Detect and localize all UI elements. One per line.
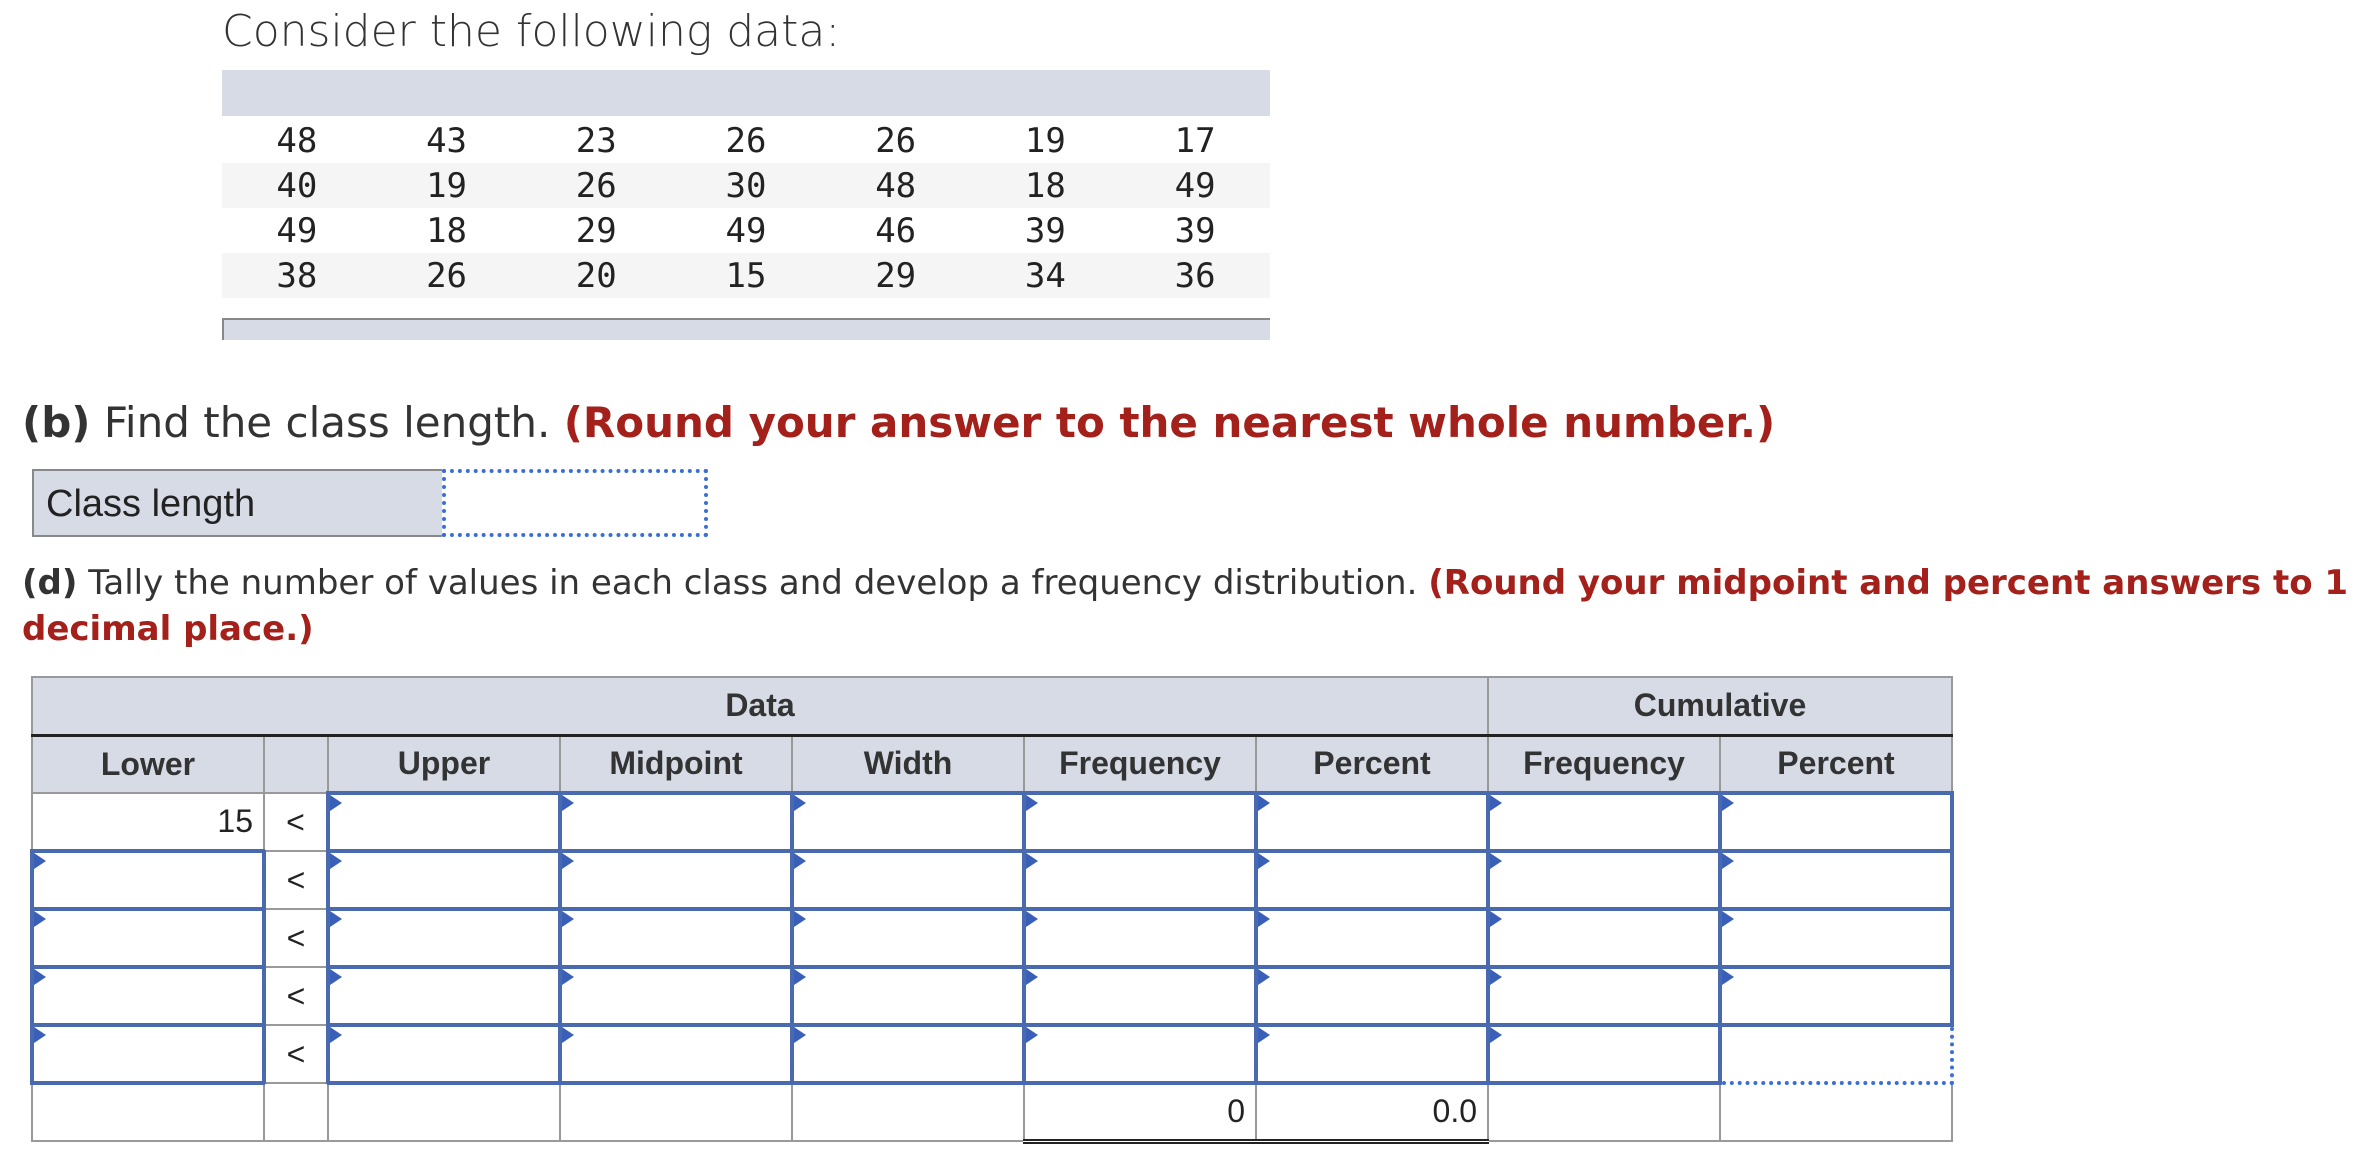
data-row <box>222 163 1270 208</box>
class-row <box>32 851 1952 909</box>
data-row <box>222 118 1270 163</box>
total-width-cell <box>792 1083 1024 1141</box>
total-frequency: 0 <box>1024 1083 1256 1141</box>
data-value: 26 <box>725 120 767 161</box>
question-d-instruction: (Round your midpoint and percent answers to 1 decimal place.) <box>22 563 2349 649</box>
total-upper-cell <box>328 1083 560 1141</box>
data-value: 38 <box>222 253 372 298</box>
data-value: 40 <box>222 163 372 208</box>
frequency-input[interactable] <box>1024 1025 1256 1083</box>
total-symbol-cell <box>264 1083 328 1141</box>
upper-input[interactable] <box>328 851 560 909</box>
upper-input[interactable] <box>328 909 560 967</box>
col-header-lower: Lower <box>32 735 264 793</box>
width-input[interactable] <box>792 793 1024 851</box>
cumulative-frequency-input[interactable] <box>1488 1025 1720 1083</box>
percent-input[interactable] <box>1256 851 1488 909</box>
data-value: 29 <box>821 253 971 298</box>
cumulative-frequency-input[interactable] <box>1488 909 1720 967</box>
frequency-input[interactable] <box>1024 793 1256 851</box>
data-value: 18 <box>971 163 1121 208</box>
class-row <box>32 793 1952 851</box>
data-value: 39 <box>1174 210 1216 251</box>
question-b <box>22 398 1775 447</box>
frequency-input[interactable] <box>1024 851 1256 909</box>
data-row <box>222 253 1270 298</box>
data-value: 46 <box>875 210 917 251</box>
data-table-header <box>222 70 1270 116</box>
less-than-symbol: < <box>264 909 328 967</box>
data-value: 19 <box>372 163 522 208</box>
data-value: 43 <box>426 120 468 161</box>
data-table-footer <box>222 318 1270 340</box>
group-header-data: Data <box>32 677 1488 735</box>
data-value: 26 <box>875 120 917 161</box>
cumulative-percent-input[interactable] <box>1720 851 1952 909</box>
class-length-label: Class length <box>46 483 256 525</box>
data-table <box>222 70 1270 340</box>
frequency-table <box>30 676 1954 1144</box>
cumulative-percent-input[interactable] <box>1720 1025 1952 1083</box>
upper-input[interactable] <box>328 967 560 1025</box>
data-value: 39 <box>1024 210 1066 251</box>
col-header-cumulative-frequency: Frequency <box>1488 735 1720 793</box>
col-header-percent: Percent <box>1256 735 1488 793</box>
class-row <box>32 1025 1952 1083</box>
data-value: 48 <box>821 163 971 208</box>
midpoint-input[interactable] <box>560 851 792 909</box>
midpoint-input[interactable] <box>560 967 792 1025</box>
frequency-input[interactable] <box>1024 967 1256 1025</box>
total-cumulative-percent-cell <box>1720 1083 1952 1141</box>
data-value: 19 <box>1024 120 1066 161</box>
width-input[interactable] <box>792 909 1024 967</box>
cumulative-frequency-input[interactable] <box>1488 851 1720 909</box>
cumulative-percent-input[interactable] <box>1720 967 1952 1025</box>
data-value: 15 <box>671 253 821 298</box>
question-d <box>22 560 2352 652</box>
data-value: 36 <box>1120 253 1270 298</box>
midpoint-input[interactable] <box>560 1025 792 1083</box>
upper-input[interactable] <box>328 793 560 851</box>
lower-input[interactable] <box>32 967 264 1025</box>
cumulative-frequency-input[interactable] <box>1488 967 1720 1025</box>
midpoint-input[interactable] <box>560 793 792 851</box>
class-row <box>32 967 1952 1025</box>
lower-input[interactable] <box>32 1025 264 1083</box>
cumulative-percent-input[interactable] <box>1720 793 1952 851</box>
col-header-upper: Upper <box>328 735 560 793</box>
data-value: 48 <box>276 120 318 161</box>
width-input[interactable] <box>792 851 1024 909</box>
group-header-cumulative: Cumulative <box>1488 677 1952 735</box>
upper-input[interactable] <box>328 1025 560 1083</box>
data-value: 49 <box>1120 163 1270 208</box>
data-value: 30 <box>671 163 821 208</box>
less-than-symbol: < <box>264 1025 328 1083</box>
less-than-symbol: < <box>264 793 328 851</box>
question-b-text: Find the class length. <box>90 398 564 447</box>
data-value: 26 <box>521 163 671 208</box>
page-title: Consider the following data: <box>222 6 841 57</box>
lower-input[interactable] <box>32 851 264 909</box>
data-value: 34 <box>971 253 1121 298</box>
cumulative-percent-input[interactable] <box>1720 909 1952 967</box>
question-d-label: (d) <box>22 563 78 603</box>
percent-input[interactable] <box>1256 793 1488 851</box>
total-lower-cell <box>32 1083 264 1141</box>
question-d-text: Tally the number of values in each class and develop a frequency distribution. <box>77 563 1429 603</box>
percent-input[interactable] <box>1256 1025 1488 1083</box>
col-header-cumulative-percent: Percent <box>1720 735 1952 793</box>
data-value: 23 <box>575 120 617 161</box>
total-cumulative-frequency-cell <box>1488 1083 1720 1141</box>
midpoint-input[interactable] <box>560 909 792 967</box>
col-header-symbol <box>264 735 328 793</box>
totals-row <box>32 1083 1952 1141</box>
data-value: 26 <box>372 253 522 298</box>
data-value: 17 <box>1174 120 1216 161</box>
total-midpoint-cell <box>560 1083 792 1141</box>
data-value: 49 <box>276 210 318 251</box>
question-b-instruction: (Round your answer to the nearest whole number.) <box>563 398 1776 447</box>
question-b-label: (b) <box>22 398 91 447</box>
less-than-symbol: < <box>264 851 328 909</box>
total-percent: 0.0 <box>1256 1083 1488 1141</box>
data-row <box>222 208 1270 253</box>
lower-value: 15 <box>32 793 264 851</box>
percent-input[interactable] <box>1256 909 1488 967</box>
class-row <box>32 909 1952 967</box>
class-length-input[interactable] <box>442 469 708 537</box>
width-input[interactable] <box>792 1025 1024 1083</box>
col-header-width: Width <box>792 735 1024 793</box>
lower-input[interactable] <box>32 909 264 967</box>
frequency-input[interactable] <box>1024 909 1256 967</box>
data-values-grid <box>222 118 1270 298</box>
data-value: 20 <box>521 253 671 298</box>
col-header-frequency: Frequency <box>1024 735 1256 793</box>
percent-input[interactable] <box>1256 967 1488 1025</box>
col-header-midpoint: Midpoint <box>560 735 792 793</box>
cumulative-frequency-input[interactable] <box>1488 793 1720 851</box>
data-value: 29 <box>575 210 617 251</box>
width-input[interactable] <box>792 967 1024 1025</box>
class-length-row <box>32 469 706 537</box>
less-than-symbol: < <box>264 967 328 1025</box>
data-value: 18 <box>426 210 468 251</box>
data-value: 49 <box>725 210 767 251</box>
